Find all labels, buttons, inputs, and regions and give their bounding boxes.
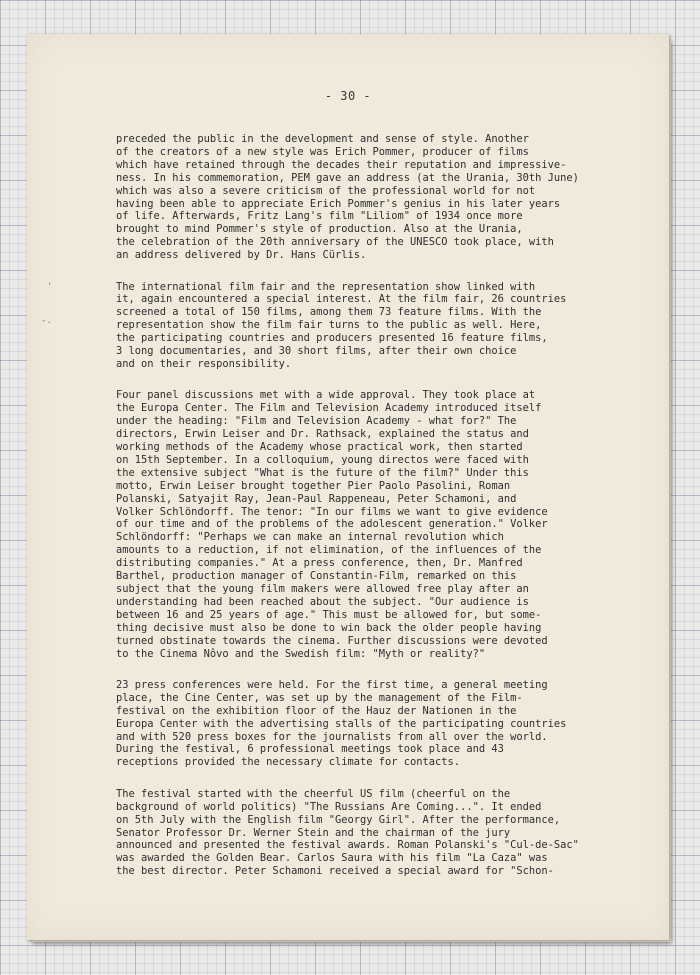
text-line: understanding had been reached about the subject. "Our audience is [116, 595, 529, 608]
body-text [116, 133, 656, 897]
text-line: festival on the exhibition floor of the Hauz der Nationen in the [116, 704, 517, 717]
text-line: the best director. Peter Schamoni received a special award for "Schon- [116, 865, 554, 878]
paragraph-2 [116, 281, 656, 371]
text-line: the participating countries and producers presented 16 feature films, [116, 332, 548, 345]
text-line: of the creators of a new style was Erich Pommer, producer of films [116, 145, 529, 158]
text-line: the Europa Center. The Film and Television Academy introduced itself [116, 402, 542, 415]
text-line: of our time and of the problems of the adolescent generation." Volker [116, 518, 548, 531]
text-line: Polanski, Satyajit Ray, Jean-Paul Rappeneau, Peter Schamoni, and [116, 492, 517, 505]
text-line: distributing companies." At a press conference, then, Dr. Manfred [116, 557, 523, 570]
text-line: an address delivered by Dr. Hans Cürlis. [116, 249, 367, 262]
text-line: Four panel discussions met with a wide approval. They took place at [116, 389, 536, 402]
text-line: having been able to appreciate Erich Pommer's genius in his later years [116, 197, 561, 210]
text-line: the celebration of the 20th anniversary of the UNESCO took place, with [116, 236, 554, 249]
text-line: motto, Erwin Leiser brought together Pier Paolo Pasolini, Roman [116, 479, 511, 492]
text-line: 3 long documentaries, and 30 short films, after their own choice [116, 345, 517, 358]
paragraph-1 [116, 133, 656, 262]
margin-mark: ' [47, 282, 53, 292]
text-line: it, again encountered a special interest. At the film fair, 26 countries [116, 293, 567, 306]
text-line: Senator Professor Dr. Werner Stein and the chairman of the jury [116, 826, 511, 839]
text-line: The festival started with the cheerful US film (cheerful on the [116, 787, 511, 800]
text-line: working methods of the Academy whose practical work, then started [116, 441, 523, 454]
text-line: During the festival, 6 professional meetings took place and 43 [116, 743, 504, 756]
text-line: and with 520 press boxes for the journalists from all over the world. [116, 730, 548, 743]
margin-mark: -. [41, 316, 52, 326]
text-line: amounts to a reduction, if not elimination, of the influences of the [116, 544, 542, 557]
text-line: Volker Schlöndorff. The tenor: "In our films we want to give evidence [116, 505, 548, 518]
text-line: under the heading: "Film and Television Academy - what for?" The [116, 415, 517, 428]
text-line: background of world politics) "The Russians Are Coming...". It ended [116, 800, 542, 813]
text-line: Schlöndorff: "Perhaps we can make an internal revolution which [116, 531, 504, 544]
text-line: brought to mind Pommer's style of production. Also at the Urania, [116, 223, 523, 236]
text-line: which have retained through the decades their reputation and impressive- [116, 158, 567, 171]
text-line: which was also a severe criticism of the professional world for not [116, 184, 536, 197]
page-number: - 30 - [324, 89, 372, 103]
text-line: Barthel, production manager of Constantin-Film, remarked on this [116, 570, 517, 583]
text-line: subject that the young film makers were allowed free play after an [116, 583, 529, 595]
document-page [27, 34, 669, 940]
text-line: between 16 and 25 years of age." This must be allowed for, but some- [116, 608, 542, 621]
text-line: preceded the public in the development and sense of style. Another [116, 133, 529, 145]
text-line: screened a total of 150 films, among them 73 feature films. With the [116, 306, 542, 319]
text-line: on 15th September. In a colloquium, young directos were faced with [116, 453, 529, 466]
text-line: and on their responsibility. [116, 358, 292, 370]
paragraph-3 [116, 389, 656, 660]
text-line: was awarded the Golden Bear. Carlos Saura with his film "La Caza" was [116, 852, 548, 865]
text-line: representation show the film fair turns to the public as well. Here, [116, 319, 542, 332]
paragraph-4 [116, 679, 656, 769]
text-line: to the Cinema Nôvo and the Swedish film: "Myth or reality?" [116, 647, 486, 660]
text-line: turned obstinate towards the cinema. Further discussions were devoted [116, 634, 548, 647]
text-line: of life. Afterwards, Fritz Lang's film "Liliom" of 1934 once more [116, 210, 523, 223]
text-line: directors, Erwin Leiser and Dr. Rathsack, explained the status and [116, 428, 529, 441]
text-line: thing decisive must also be done to win back the older people having [116, 621, 542, 634]
paragraph-5 [116, 788, 656, 878]
text-line: place, the Cine Center, was set up by the management of the Film- [116, 691, 523, 704]
text-line: ness. In his commemoration, PEM gave an address (at the Urania, 30th June) [116, 171, 579, 184]
text-line: on 5th July with the English film "Georgy Girl". After the performance, [116, 813, 561, 826]
text-line: announced and presented the festival awards. Roman Polanski's "Cul-de-Sac" [116, 839, 579, 852]
text-line: receptions provided the necessary climate for contacts. [116, 756, 461, 769]
text-line: the extensive subject "What is the future of the film?" Under this [116, 466, 529, 479]
text-line: 23 press conferences were held. For the first time, a general meeting [116, 678, 548, 691]
text-line: The international film fair and the representation show linked with [116, 280, 536, 293]
text-line: Europa Center with the advertising stalls of the participating countries [116, 717, 567, 730]
